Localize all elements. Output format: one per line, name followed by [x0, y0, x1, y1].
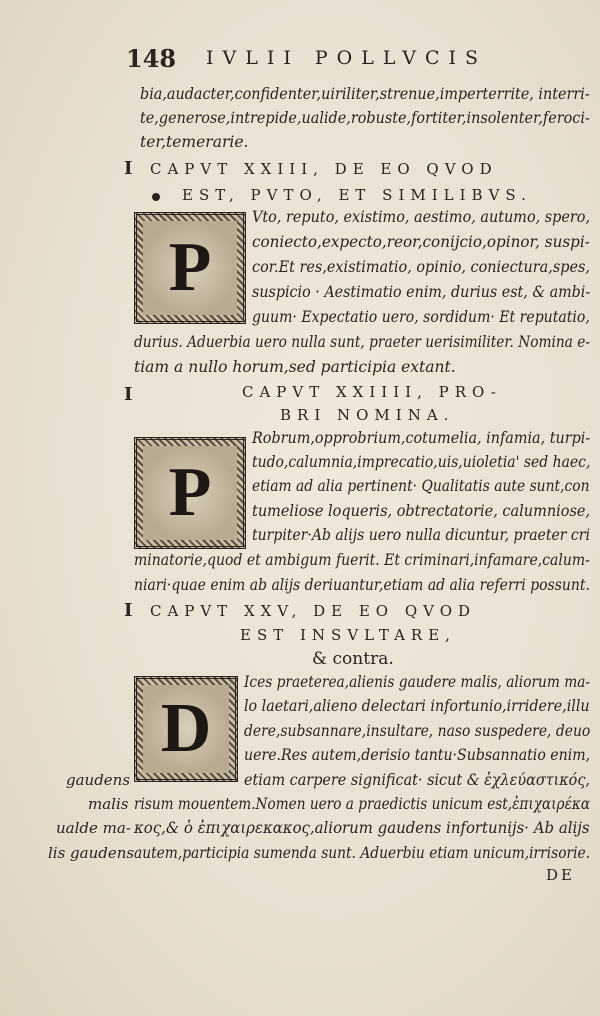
text-line: Robrum,opprobrium,cotumelia, infamia, turpi- [252, 429, 591, 447]
chapter-title: EST, PVTO, ET SIMILIBVS. [182, 186, 532, 204]
text-line: tiam a nullo horum,sed participia extant. [134, 358, 456, 376]
margin-note: gaudens [66, 771, 131, 789]
text-line: uere.Res autem,derisio tantu·Subsannatio enim, [244, 746, 591, 764]
chapter-title: BRI NOMINA. [280, 406, 455, 424]
decorated-initial [134, 437, 246, 549]
text-line: lo laetari,alieno delectari infortunio,irridere,illu [244, 697, 590, 715]
decorated-initial [134, 676, 238, 782]
chapter-title: EST INSVLTARE, [240, 626, 456, 644]
initial-letter: D [143, 685, 229, 773]
margin-note: ualde ma- [56, 819, 131, 837]
margin-note: lis gaudens [48, 844, 135, 862]
text-line: etiam ad alia pertinent· Qualitatis aute sunt,con [252, 477, 590, 495]
text-line: minatorie,quod et ambigum fuerit. Et criminari,infamare,calum- [134, 551, 590, 569]
margin-note: malis [88, 795, 129, 813]
chapter-title: CAPVT XXV, DE EO QVOD [150, 602, 477, 620]
text-line: cor.Et res,existimatio, opinio, coniectura,spes, [252, 258, 590, 276]
text-line: tudo,calumnia,imprecatio,uis,uioletia' sed haec, [252, 453, 591, 471]
text-line: suspicio · Aestimatio enim, durius est, & ambi- [252, 283, 591, 301]
chapter-number: I [124, 384, 133, 405]
text-line: coniecto,expecto,reor,conijcio,opinor, suspi- [252, 233, 590, 251]
text-line: guum· Expectatio uero, sordidum· Et reputatio, [252, 308, 590, 326]
initial-letter: P [143, 221, 237, 315]
text-line: Vto, reputo, existimo, aestimo, autumo, spero, [252, 208, 591, 226]
running-head: IVLII POLLVCIS [206, 47, 488, 69]
bullet-mark [152, 193, 160, 201]
text-line: autem,participia sumenda sunt. Aduerbiu etiam unicum,irrisorie. [134, 844, 591, 862]
text-line: dere,subsannare,insultare, naso suspedere, deuo [244, 722, 591, 740]
decorated-initial [134, 212, 246, 324]
catchword: DE [546, 866, 575, 884]
text-line: niari·quae enim ab alijs deriuantur,etiam ad alia referri possunt. [134, 576, 590, 594]
text-line: bia,audacter,confidenter,uiriliter,strenue,imperterrite, interri- [140, 85, 590, 103]
text-line: κος,& ὁ ἐπιχαιρεκακος,aliorum gaudens infortunijs· Ab alijs [134, 819, 590, 837]
chapter-number: I [124, 600, 133, 621]
text-line: te,generose,intrepide,ualide,robuste,fortiter,insolenter,feroci- [140, 109, 590, 127]
text-line: tumeliose loqueris, obtrectatorie, calumniose, [252, 502, 591, 520]
chapter-number: I [124, 158, 133, 179]
text-line: durius. Aduerbia uero nulla sunt, praeter uerisimiliter. Nomina e- [134, 333, 590, 351]
page-header [126, 44, 580, 74]
chapter-title: & contra. [312, 649, 394, 669]
initial-letter: P [143, 446, 237, 540]
text-line: etiam carpere significat· sicut & ἐχλεύαστικός, [244, 771, 590, 789]
chapter-title: CAPVT XXIIII, PRO- [242, 383, 502, 401]
text-line: turpiter·Ab alijs uero nulla dicuntur, praeter cri [252, 526, 590, 544]
text-line: ter,temerarie. [140, 133, 249, 151]
chapter-title: CAPVT XXIII, DE EO QVOD [150, 160, 498, 178]
text-line: Ices praeterea,alienis gaudere malis, aliorum ma- [244, 673, 591, 691]
text-line: risum mouentem.Nomen uero a praedictis unicum est,ἐπιχαιρέκα [134, 795, 591, 813]
page-number: 148 [126, 44, 177, 73]
